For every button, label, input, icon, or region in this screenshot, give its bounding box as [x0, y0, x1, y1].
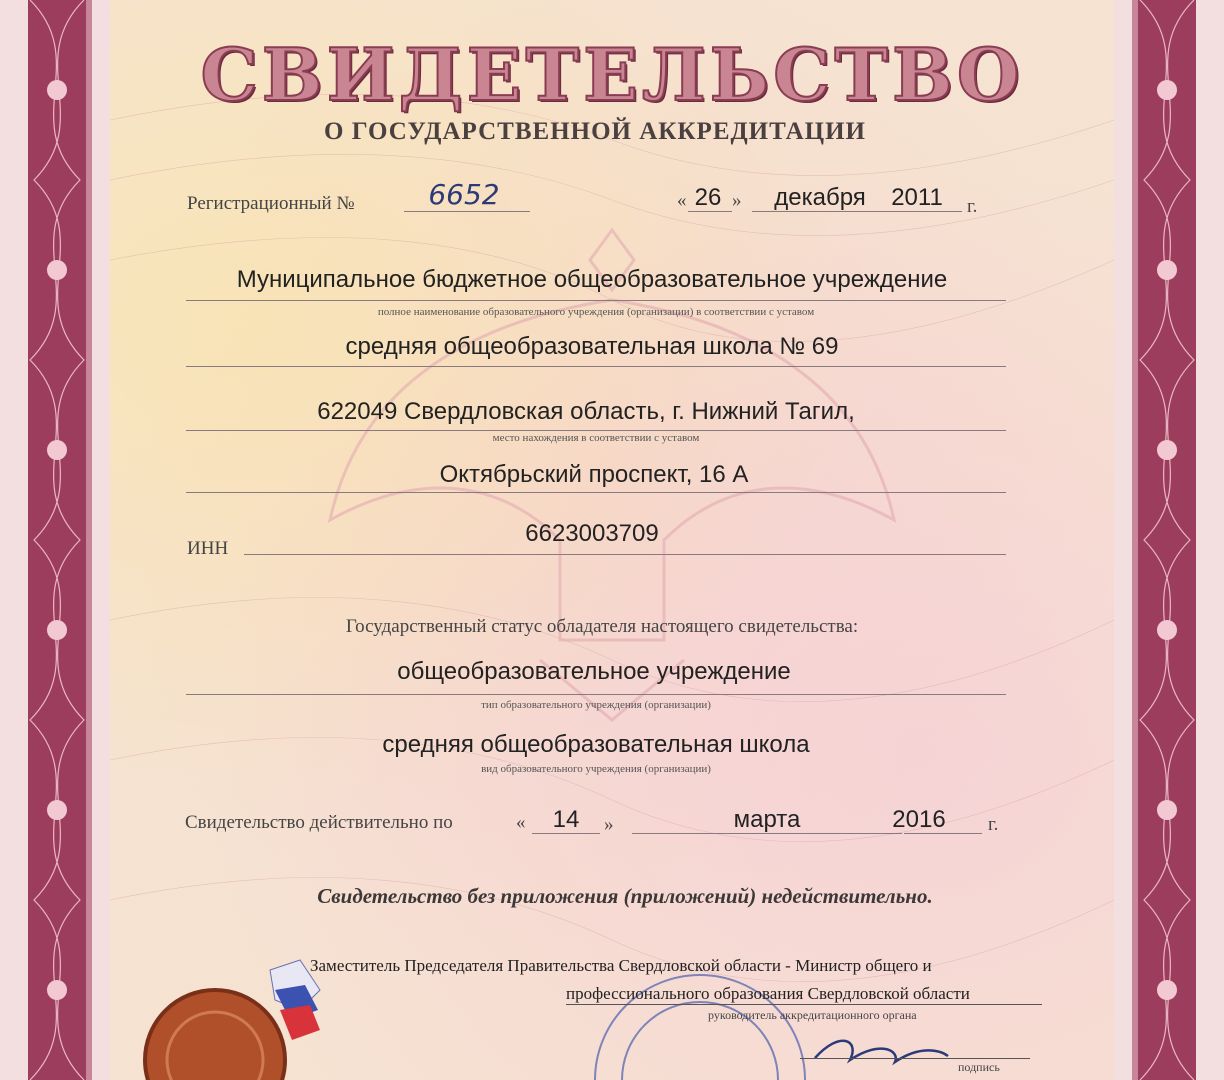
validity-notice: Свидетельство без приложения (приложений) недействительно. [317, 884, 933, 908]
signatory-rule [566, 1004, 1042, 1005]
registration-date-line [752, 211, 962, 212]
status-heading: Государственный статус обладателя настоящего свидетельства: [345, 616, 859, 637]
organization-name-caption: полное наименование образовательного учреждения (организации) в соответствии с уставом [377, 306, 815, 318]
registration-day-line [688, 211, 732, 212]
date-close-quote: » [732, 190, 742, 211]
validity-open-quote: « [516, 812, 526, 833]
name-line2-rule [186, 366, 1006, 367]
organization-name-line2: средняя общеобразовательная школа № 69 [345, 333, 839, 360]
certificate-title: СВИДЕТЕЛЬСТВО [200, 32, 1024, 117]
signatory-position-line1: Заместитель Председателя Правительства Свердловской области - Министр общего и [310, 956, 932, 975]
registration-year: 2011 [891, 184, 943, 211]
inn-value: 6623003709 [525, 520, 659, 547]
status-type-caption: тип образовательного учреждения (организации) [481, 699, 711, 711]
decorative-border-left [0, 0, 110, 1080]
address-caption: место нахождения в соответствии с уставом [492, 432, 700, 444]
organization-name-line1: Муниципальное бюджетное общеобразовательное учреждение [236, 266, 948, 293]
signature-rule [800, 1058, 1030, 1059]
validity-year-rule [904, 833, 982, 834]
registration-number-line [404, 211, 530, 212]
validity-month-rule [632, 833, 902, 834]
date-open-quote: « [677, 190, 687, 211]
address-line2-rule [186, 492, 1006, 493]
name-line1-rule [186, 300, 1006, 301]
inn-label: ИНН [187, 538, 229, 559]
validity-close-quote: » [604, 814, 614, 835]
inn-rule [244, 554, 1006, 555]
decorative-border-right [1114, 0, 1224, 1080]
signatory-position-line2: профессионального образования Свердловской области [566, 984, 970, 1003]
address-line1-rule [186, 430, 1006, 431]
validity-year-suffix: г. [988, 814, 999, 835]
registration-label: Регистрационный № [187, 193, 355, 214]
registration-day: 26 [694, 184, 722, 211]
status-type-value: общеобразовательное учреждение [397, 658, 791, 685]
registration-month: декабря [774, 184, 866, 211]
validity-day: 14 [552, 806, 580, 833]
registration-year-suffix: г. [967, 196, 978, 217]
address-line1: 622049 Свердловская область, г. Нижний Тагил, [317, 398, 855, 425]
status-kind-value: средняя общеобразовательная школа [382, 731, 810, 758]
status-type-rule [186, 694, 1006, 695]
status-kind-caption: вид образовательного учреждения (организации) [481, 763, 711, 775]
wax-seal [145, 960, 320, 1080]
registration-number: 6652 [428, 178, 500, 211]
validity-year: 2016 [892, 806, 946, 833]
certificate-subtitle: О ГОСУДАРСТВЕННОЙ АККРЕДИТАЦИИ [324, 118, 866, 145]
address-line2: Октябрьский проспект, 16 А [439, 461, 749, 488]
signature-caption: подпись [958, 1060, 1000, 1074]
validity-month: марта [733, 806, 801, 833]
validity-label: Свидетельство действительно по [185, 812, 453, 833]
validity-day-rule [532, 833, 600, 834]
signatory-role-caption: руководитель аккредитационного органа [708, 1008, 917, 1022]
